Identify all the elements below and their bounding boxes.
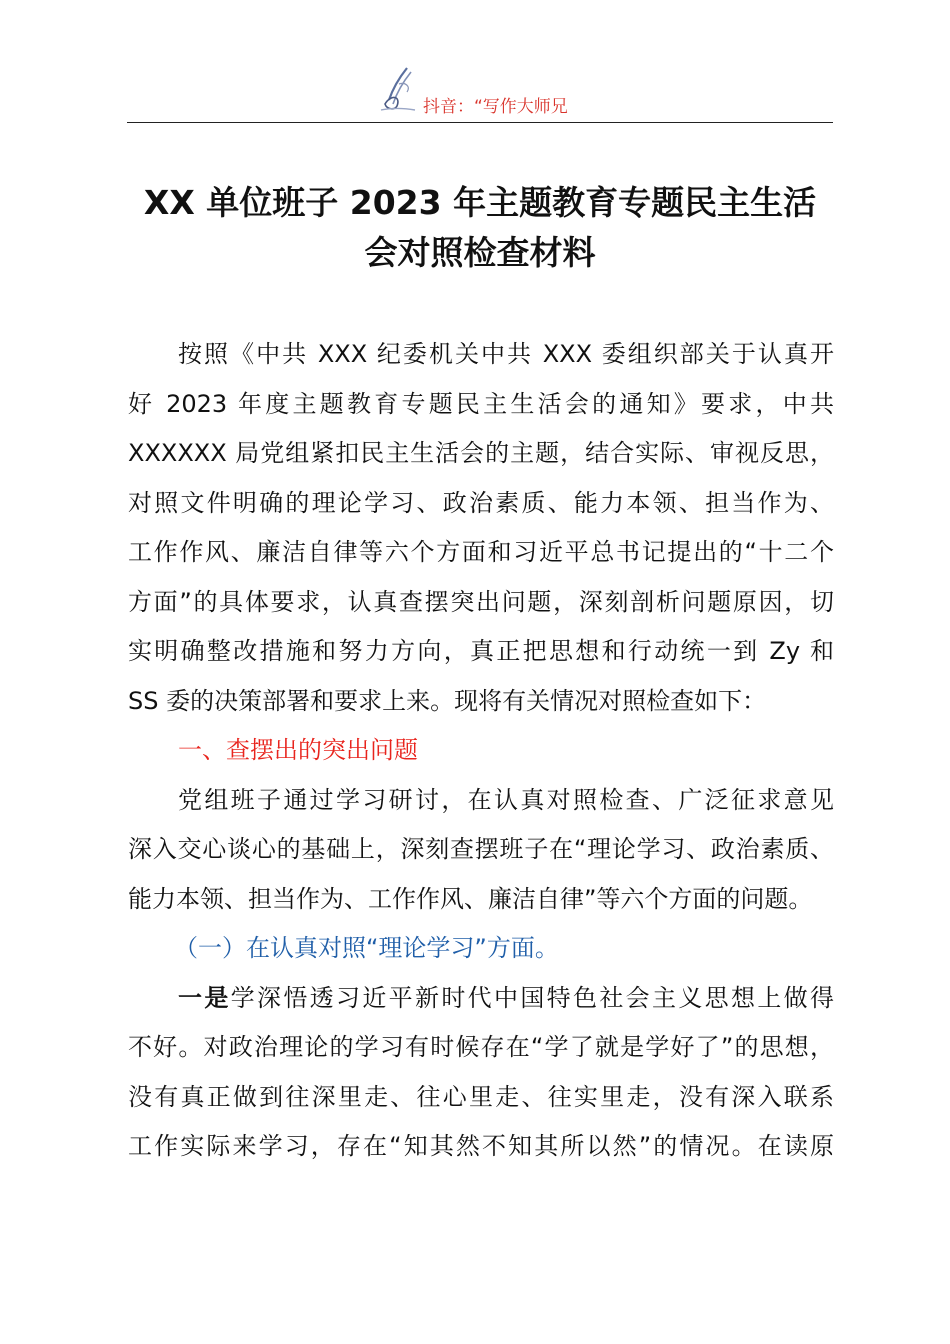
intro-line: 对照文件明确的理论学习、政治素质、能力本领、担当作为、	[128, 488, 834, 517]
intro-line: SS 委的决策部署和要求上来。现将有关情况对照检查如下：	[128, 686, 767, 715]
page-header	[127, 60, 833, 123]
title-line-1: XX 单位班子 2023 年主题教育专题民主生活	[143, 183, 817, 222]
title-line-2: 会对照检查材料	[364, 233, 596, 272]
section-heading: 一、查摆出的突出问题	[178, 736, 418, 764]
subsection-heading: （一）在认真对照“理论学习”方面。	[174, 934, 559, 962]
intro-line: 实明确整改措施和努力方向，真正把思想和行动统一到 Zy 和	[128, 637, 834, 665]
lead-text: 学深悟透习近平新时代中国特色社会主义思想上做得	[230, 983, 835, 1012]
document-body	[128, 330, 834, 1172]
pen-logo-icon	[377, 64, 421, 114]
section-para-line: 能力本领、担当作为、工作作风、廉洁自律”等六个方面的问题。	[128, 884, 813, 913]
lead-marker: 一是	[178, 983, 231, 1012]
intro-line: 按照《中共 XXX 纪委机关中共 XXX 委组织部关于认真开	[178, 340, 834, 368]
intro-line: 方面”的具体要求，认真查摆突出问题，深刻剖析问题原因，切	[128, 587, 834, 616]
subsection-para-line: 工作实际来学习，存在“知其然不知其所以然”的情况。在读原	[128, 1132, 834, 1160]
header-label: 抖音：“写作大师兄	[423, 97, 568, 117]
section-para-line: 党组班子通过学习研讨，在认真对照检查、广泛征求意见	[178, 785, 834, 814]
document-title	[110, 178, 850, 278]
section-para-line: 深入交心谈心的基础上，深刻查摆班子在“理论学习、政治素质、	[128, 835, 834, 863]
subsection-para-line: 没有真正做到往深里走、往心里走、往实里走，没有深入联系	[128, 1082, 834, 1111]
intro-line: 工作作风、廉洁自律等六个方面和习近平总书记提出的“十二个	[128, 538, 834, 566]
intro-line: 好 2023 年度主题教育专题民主生活会的通知》要求，中共	[128, 389, 834, 418]
subsection-para-line: 不好。对政治理论的学习有时候存在“学了就是学好了”的思想，	[128, 1033, 834, 1061]
subsection-para-line	[128, 974, 834, 1024]
intro-line: XXXXXX 局党组紧扣民主生活会的主题，结合实际、审视反思，	[128, 439, 834, 467]
